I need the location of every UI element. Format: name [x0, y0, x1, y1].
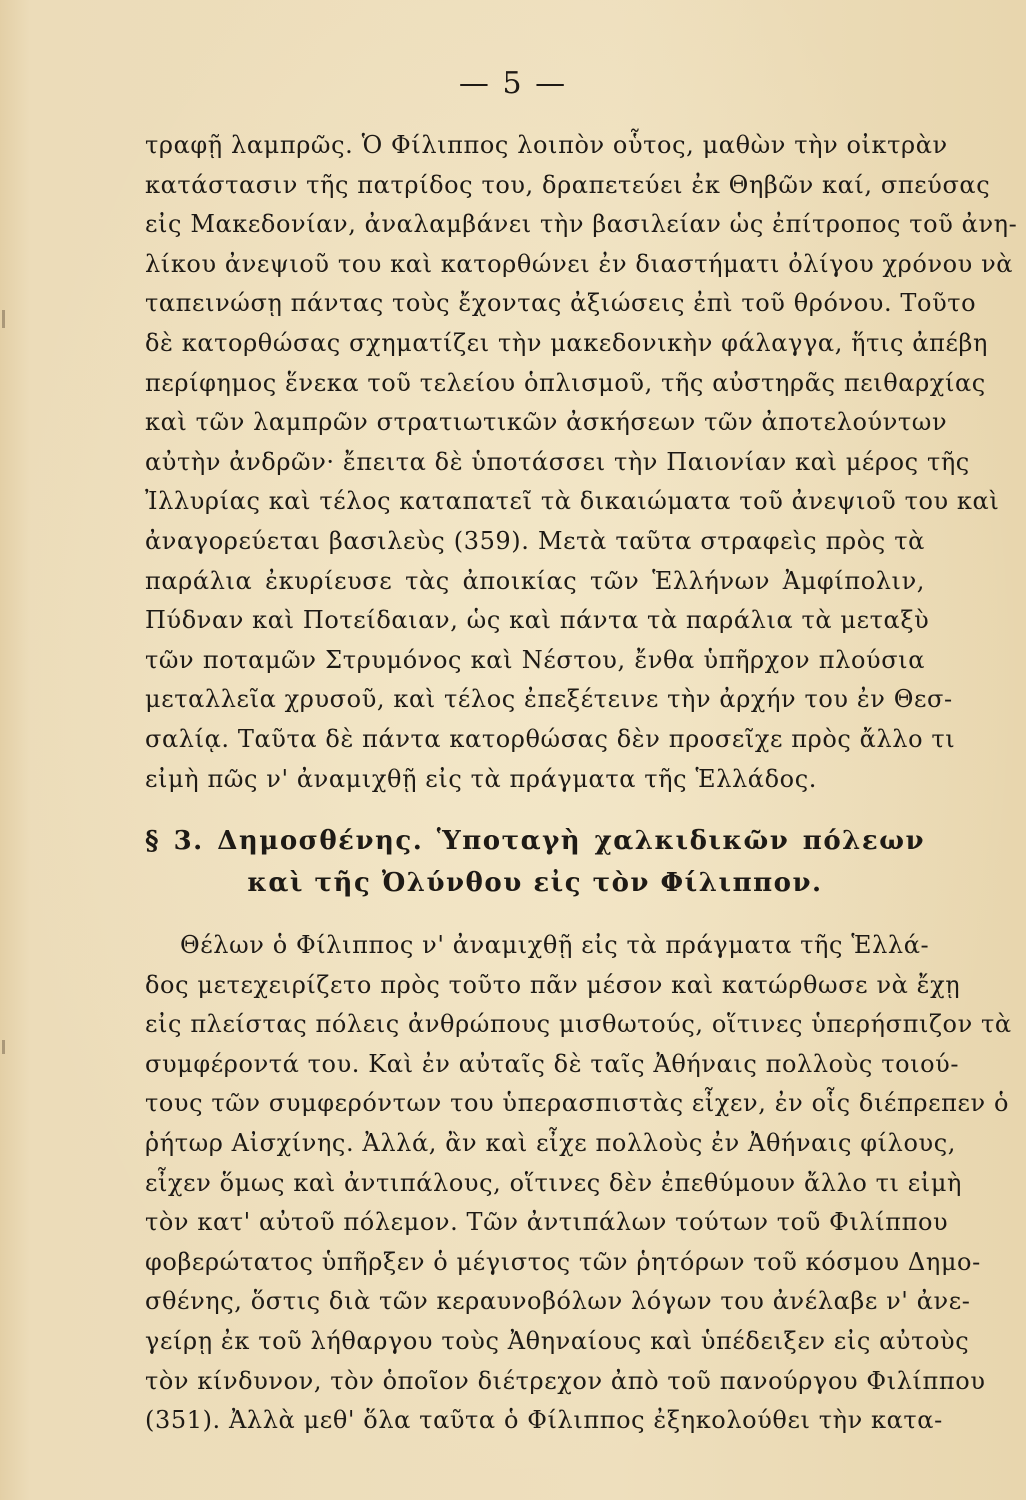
text-line: κατάστασιν τῆς πατρίδος του, δραπετεύει ἐκ Θηβῶν καί, σπεύσας [145, 170, 991, 199]
page-number: — 5 — [458, 66, 568, 101]
section-heading-line: § 3. Δημοσθένης. Ὑποταγὴ χαλκιδικῶν πόλεων [145, 826, 925, 856]
text-line: ῥήτωρ Αἰσχίνης. Ἀλλά, ἂν καὶ εἶχε πολλοὺς ἐν Ἀθήναις φίλους, [145, 1128, 956, 1157]
text-line: περίφημος ἕνεκα τοῦ τελείου ὁπλισμοῦ, τῆς αὐστηρᾶς πειθαρχίας [145, 368, 986, 397]
text-line: φοβερώτατος ὑπῆρξεν ὁ μέγιστος τῶν ῥητόρων τοῦ κόσμου Δημο- [145, 1247, 981, 1276]
text-line: γείρῃ ἐκ τοῦ λήθαργου τοὺς Ἀθηναίους καὶ ὑπέδειξεν εἰς αὐτοὺς [145, 1326, 970, 1355]
text-line: (351). Ἀλλὰ μεθ' ὅλα ταῦτα ὁ Φίλιππος ἐξηκολούθει τὴν κατα- [145, 1406, 943, 1435]
text-line: Ἰλλυρίας καὶ τέλος καταπατεῖ τὰ δικαιώματα τοῦ ἀνεψιοῦ του καὶ [145, 487, 1000, 516]
text-line: τὸν κίνδυνον, τὸν ὁποῖον διέτρεχον ἀπὸ τοῦ πανούργου Φιλίππου [145, 1366, 986, 1395]
text-line: ταπεινώσῃ πάντας τοὺς ἔχοντας ἀξιώσεις ἐπὶ τοῦ θρόνου. Τοῦτο [145, 289, 977, 318]
text-line: ἀναγορεύεται βασιλεὺς (359). Μετὰ ταῦτα στραφεὶς πρὸς τὰ [145, 526, 925, 555]
text-line: μεταλλεῖα χρυσοῦ, καὶ τέλος ἐπεξέτεινε τὴν ἀρχήν του ἐν Θεσ- [145, 685, 953, 714]
text-line: εἰμὴ πῶς ν' ἀναμιχθῇ εἰς τὰ πράγματα τῆς Ἑλλάδος. [145, 764, 817, 793]
text-line: σθένης, ὅστις διὰ τῶν κεραυνοβόλων λόγων του ἀνέλαβε ν' ἀνε- [145, 1287, 971, 1316]
text-line: εἰς Μακεδονίαν, ἀναλαμβάνει τὴν βασιλείαν ὡς ἐπίτροπος τοῦ ἀνη- [145, 210, 1018, 239]
text-line: τραφῇ λαμπρῶς. Ὁ Φίλιππος λοιπὸν οὗτος, μαθὼν τὴν οἰκτρὰν [145, 131, 948, 159]
paragraph-2 [145, 926, 1012, 1441]
binding-edge-mark [2, 1040, 5, 1054]
text-line: τῶν ποταμῶν Στρυμόνος καὶ Νέστου, ἔνθα ὑπῆρχον πλούσια [145, 645, 925, 674]
text-line: συμφέροντά του. Καὶ ἐν αὐταῖς δὲ ταῖς Ἀθήναις πολλοὺς τοιού- [145, 1049, 960, 1078]
text-line: λίκου ἀνεψιοῦ του καὶ κατορθώνει ἐν διαστήματι ὀλίγου χρόνου νὰ [145, 249, 1014, 278]
text-line: παράλια ἐκυρίευσε τὰς ἀποικίας τῶν Ἑλλήνων Ἀμφίπολιν, [145, 566, 925, 595]
text-line: δὲ κατορθώσας σχηματίζει τὴν μακεδονικὴν φάλαγγα, ἥτις ἀπέβη [145, 328, 988, 357]
text-line: δος μετεχειρίζετο πρὸς τοῦτο πᾶν μέσον καὶ κατώρθωσε νὰ ἔχῃ [145, 970, 961, 999]
section-heading [145, 820, 925, 904]
text-line: εἰς πλείστας πόλεις ἀνθρώπους μισθωτούς, οἵτινες ὑπερήσπιζον τὰ [145, 1010, 1012, 1039]
text-line: τὸν κατ' αὐτοῦ πόλεμον. Τῶν ἀντιπάλων τούτων τοῦ Φιλίππου [145, 1208, 949, 1237]
text-line: σαλίᾳ. Ταῦτα δὲ πάντα κατορθώσας δὲν προσεῖχε πρὸς ἄλλο τι [145, 724, 956, 753]
paragraph-1 [145, 126, 1018, 799]
binding-edge-mark [2, 310, 5, 328]
section-heading-line: καὶ τῆς Ὀλύνθου εἰς τὸν Φίλιππον. [247, 868, 823, 898]
text-line: καὶ τῶν λαμπρῶν στρατιωτικῶν ἀσκήσεων τῶν ἀποτελούντων [145, 408, 948, 437]
text-line: αὐτὴν ἀνδρῶν· ἔπειτα δὲ ὑποτάσσει τὴν Παιονίαν καὶ μέρος τῆς [145, 447, 970, 476]
text-line: Θέλων ὁ Φίλιππος ν' ἀναμιχθῇ εἰς τὰ πράγματα τῆς Ἑλλά- [180, 931, 930, 959]
text-line: τους τῶν συμφερόντων του ὑπερασπιστὰς εἶχεν, ἐν οἷς διέπρεπεν ὁ [145, 1089, 1010, 1118]
text-line: εἶχεν ὅμως καὶ ἀντιπάλους, οἵτινες δὲν ἐπεθύμουν ἄλλο τι εἰμὴ [145, 1168, 962, 1197]
text-line: Πύδναν καὶ Ποτείδαιαν, ὡς καὶ πάντα τὰ παράλια τὰ μεταξὺ [145, 606, 930, 635]
